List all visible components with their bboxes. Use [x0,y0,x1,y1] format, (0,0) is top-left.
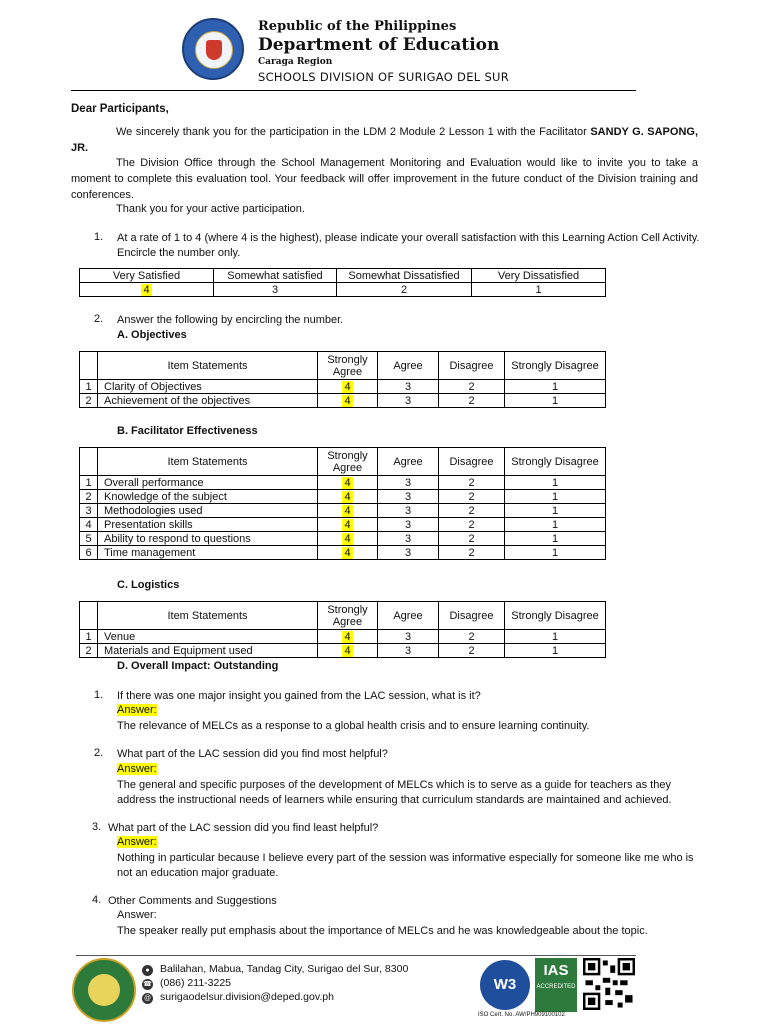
facilitator-name: SANDY G. SAPONG, JR. [71,126,698,154]
th-strongly-disagree: Strongly Disagree [505,448,606,476]
th-item: Item Statements [98,602,318,630]
oq4-answer: The speaker really put emphasis about the importance of MELCs and he was knowledgeable about the topic. [117,925,648,937]
oq3-question: What part of the LAC session did you find least helpful? [108,822,379,834]
table-row: 3 Methodologies used 4 3 2 1 [80,504,606,518]
table-row: 1 Venue 4 3 2 1 [80,630,606,644]
intro-paragraph [71,124,698,156]
oq4-question: Other Comments and Suggestions [108,895,277,907]
objectives-table [79,351,606,408]
th-strongly-agree: Strongly Agree [318,352,378,380]
header-republic: Republic of the Philippines [258,19,457,34]
footer-address: Balilahan, Mabua, Tandag City, Surigao del Sur, 8300 [160,963,409,975]
rating-value: 1 [472,283,606,297]
oq2-number: 2. [94,747,104,759]
table-row: 2 Materials and Equipment used 4 3 2 1 [80,644,606,658]
qr-code-icon [583,958,635,1010]
section-c-title: C. Logistics [117,579,180,591]
oq1-number: 1. [94,689,104,701]
oq1-answer-label: Answer: [117,704,157,716]
invite-paragraph [71,155,698,203]
rating-value: 2 [337,283,472,297]
section-d-title: D. Overall Impact: Outstanding [117,660,279,672]
oq3-answer-label: Answer: [117,836,157,848]
th-item: Item Statements [98,448,318,476]
oq3-answer: Nothing in particular because I believe every part of the session was informative especially for someone like me who is not an education major graduate. [117,852,694,879]
section-b-title: B. Facilitator Effectiveness [117,425,258,437]
rating-value: 3 [214,283,337,297]
oq1-answer: The relevance of MELCs as a response to a global health crisis and to ensure learning continuity. [117,720,590,732]
logistics-table [79,601,606,658]
th-disagree: Disagree [439,602,505,630]
table-row: 2 Knowledge of the subject 4 3 2 1 [80,490,606,504]
th-agree: Agree [378,602,439,630]
satisfaction-table [79,268,606,297]
col-somewhat-dissatisfied: Somewhat Dissatisfied [337,269,472,283]
table-row: 4 Presentation skills 4 3 2 1 [80,518,606,532]
phone-icon: ☎ [143,981,152,988]
header-division: SCHOOLS DIVISION OF SURIGAO DEL SUR [258,70,510,84]
facilitator-table [79,447,606,560]
thanks-paragraph [71,201,698,217]
salutation: Dear Participants, [71,103,169,115]
th-item: Item Statements [98,352,318,380]
th-strongly-agree: Strongly Agree [318,448,378,476]
q1-text: At a rate of 1 to 4 (where 4 is the highest), please indicate your overall satisfaction with this Learning Action Cell Activity. Encircle the number only. [117,232,700,259]
division-logo [72,958,136,1022]
th-strongly-disagree: Strongly Disagree [505,602,606,630]
location-icon: ● [142,965,153,976]
col-very-dissatisfied: Very Dissatisfied [472,269,606,283]
table-row: 2 Achievement of the objectives 4 3 2 1 [80,394,606,408]
q1-number: 1. [94,231,104,243]
oq4-number: 4. [92,894,102,906]
th-disagree: Disagree [439,352,505,380]
th-agree: Agree [378,448,439,476]
table-row: 6 Time management 4 3 2 1 [80,546,606,560]
deped-seal-logo [182,18,244,80]
header-department: Department of Education [258,35,500,55]
col-very-satisfied: Very Satisfied [80,269,214,283]
table-row: 1 Clarity of Objectives 4 3 2 1 [80,380,606,394]
footer-divider [76,955,636,956]
intro-text: We sincerely thank you for the participation in the LDM 2 Module 2 Lesson 1 with the Facilitator [116,126,591,138]
w3-cert-logo: W3 [480,960,530,1010]
q2-number: 2. [94,313,104,325]
iso-cert-number: ISO Cert. No. AW/PH909100102 [478,1012,565,1018]
header-region: Caraga Region [258,57,333,67]
oq2-answer-label: Answer: [117,763,157,775]
ias-accredited-logo: IAS ACCREDITED [535,958,577,1012]
oq2-question: What part of the LAC session did you find most helpful? [117,748,388,760]
th-disagree: Disagree [439,448,505,476]
oq3-number: 3. [92,821,102,833]
footer-email[interactable]: surigaodelsur.division@deped.gov.ph [160,991,334,1003]
oq2-answer: The general and specific purposes of the development of MELCs which is to serve as a guide for teachers as they address the instructional needs of learners while ensuring that curriculum standards are maintained and achieved. [117,779,672,806]
col-somewhat-satisfied: Somewhat satisfied [214,269,337,283]
oq1-question: If there was one major insight you gained from the LAC session, what is it? [117,690,481,702]
email-icon: @ [143,995,152,1002]
section-a-title: A. Objectives [117,329,187,341]
th-strongly-agree: Strongly Agree [318,602,378,630]
oq4-answer-label: Answer: [117,909,157,921]
thanks-text: Thank you for your active participation. [116,203,305,215]
header-divider [71,90,636,91]
table-row: 1 Overall performance 4 3 2 1 [80,476,606,490]
th-agree: Agree [378,352,439,380]
invite-text: The Division Office through the School Management Monitoring and Evaluation would like to invite you to take a moment to complete this evaluation tool. Your feedback will offer improvement in the future conduct of the Division training and conferences. [71,157,698,201]
rating-value-selected: 4 [143,283,150,296]
footer-phone: (086) 211-3225 [160,977,232,989]
q2-text: Answer the following by encircling the number. [117,314,344,326]
table-row: 5 Ability to respond to questions 4 3 2 1 [80,532,606,546]
th-strongly-disagree: Strongly Disagree [505,352,606,380]
